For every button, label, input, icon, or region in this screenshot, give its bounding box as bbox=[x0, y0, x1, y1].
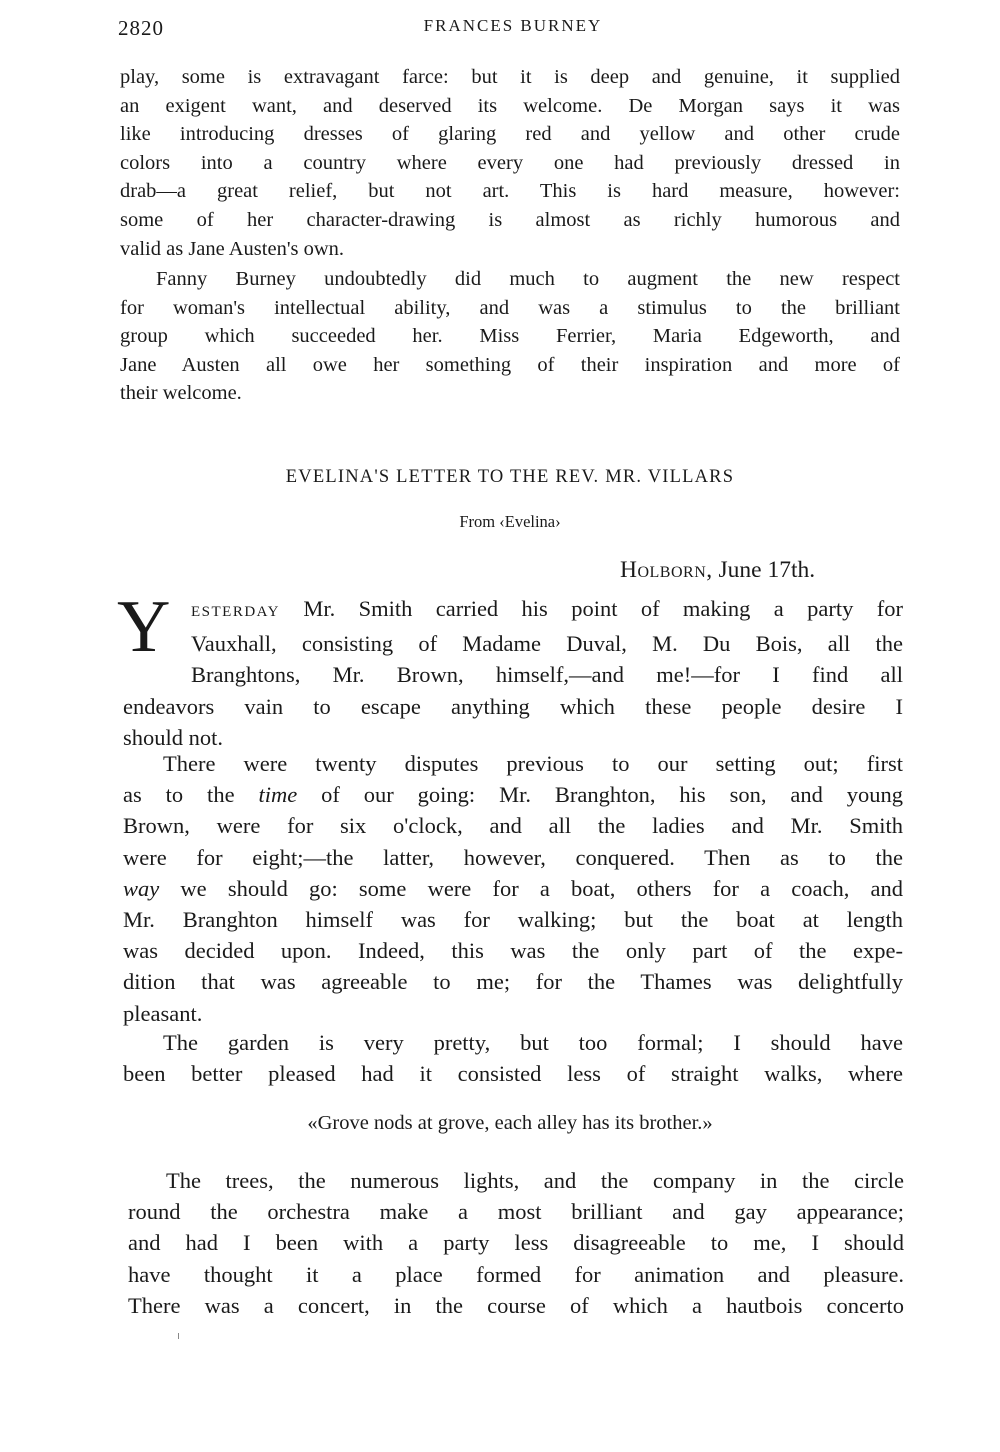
text-line: Fanny Burney undoubtedly did much to augment the new respect bbox=[156, 268, 900, 290]
text-line: The trees, the numerous lights, and the company in the circle bbox=[166, 1168, 904, 1193]
print-speck bbox=[178, 1333, 179, 1339]
text-line: should not. bbox=[123, 724, 224, 750]
letter-paragraph-1 bbox=[123, 593, 903, 753]
text-line: some of her character-drawing is almost as richly humorous and bbox=[120, 208, 900, 231]
selection-source: From ‹Evelina› bbox=[459, 512, 561, 531]
text-line: ESTERDAY Mr. Smith carried his point of making a party for bbox=[191, 596, 903, 621]
page-number: 2820 bbox=[118, 16, 164, 40]
text-line: Mr. Branghton himself was for walking; but the boat at length bbox=[123, 907, 903, 933]
text-line: colors into a country where every one had previously dressed in bbox=[120, 151, 900, 174]
text-line: way we should go: some were for a boat, others for a coach, and bbox=[123, 875, 903, 901]
intro-paragraph-2 bbox=[120, 265, 900, 408]
text-line: Branghtons, Mr. Brown, himself,—and me!—for I find all bbox=[191, 662, 903, 688]
text-line: were for eight;—the latter, however, conquered. Then as to the bbox=[123, 844, 903, 870]
text-line: group which succeeded her. Miss Ferrier, Maria Edgeworth, and bbox=[120, 325, 900, 348]
intro-paragraph-1 bbox=[120, 63, 900, 263]
text-line: Jane Austen all owe her something of their inspiration and more of bbox=[120, 353, 900, 376]
text-line: an exigent want, and deserved its welcome. De Morgan says it was bbox=[120, 94, 900, 117]
letter-paragraph-4 bbox=[128, 1165, 904, 1321]
text-line: for woman's intellectual ability, and was a stimulus to the brilliant bbox=[120, 296, 900, 319]
text-line: There were twenty disputes previous to our setting out; first bbox=[163, 751, 903, 776]
page-header bbox=[118, 14, 908, 44]
text-line: was decided upon. Indeed, this was the only part of the expe- bbox=[123, 938, 903, 964]
text-line: Vauxhall, consisting of Madame Duval, M. Du Bois, all the bbox=[191, 631, 903, 657]
running-title: FRANCES BURNEY bbox=[423, 16, 603, 35]
letter-paragraph-2 bbox=[123, 748, 903, 1029]
text-line: drab—a great relief, but not art. This is hard measure, however: bbox=[120, 180, 900, 203]
text-line: pleasant. bbox=[123, 1000, 203, 1026]
text-line: play, some is extravagant farce: but it is deep and genuine, it supplied bbox=[120, 66, 900, 88]
letter-paragraph-3 bbox=[123, 1027, 903, 1089]
text-line: round the orchestra make a most brilliant and gay appearance; bbox=[128, 1199, 904, 1225]
emphasis: time bbox=[258, 782, 298, 808]
text-line: The garden is very pretty, but too formal; I should have bbox=[163, 1030, 903, 1055]
drop-cap: Y bbox=[117, 586, 171, 668]
text-line: There was a concert, in the course of which a hautbois concerto bbox=[128, 1292, 904, 1318]
text-line: been better pleased had it consisted less of straight walks, where bbox=[123, 1061, 903, 1087]
text-line: dition that was agreeable to me; for the Thames was delightfully bbox=[123, 969, 903, 995]
text-line: endeavors vain to escape anything which these people desire I bbox=[123, 693, 903, 719]
text-line: as to the time of our going: Mr. Branghton, his son, and young bbox=[123, 782, 904, 808]
text-line: their welcome. bbox=[120, 382, 242, 405]
selection-title: EVELINA'S LETTER TO THE REV. MR. VILLARS bbox=[285, 467, 735, 487]
text-line: valid as Jane Austen's own. bbox=[120, 237, 345, 260]
verse-quote: «Grove nods at grove, each alley has its brother.» bbox=[307, 1112, 713, 1134]
text-line: like introducing dresses of glaring red and yellow and other crude bbox=[120, 123, 900, 146]
text-line: have thought it a place formed for animation and pleasure. bbox=[128, 1261, 904, 1287]
text-line: and had I been with a party less disagreeable to me, I should bbox=[128, 1230, 904, 1256]
first-word: ESTERDAY bbox=[191, 604, 280, 620]
dateline bbox=[620, 557, 815, 584]
dateline-place: Holborn, bbox=[620, 557, 713, 583]
dateline-date: June 17th. bbox=[718, 557, 816, 583]
emphasis: way bbox=[123, 875, 160, 901]
text-line: Brown, were for six o'clock, and all the ladies and Mr. Smith bbox=[123, 813, 903, 839]
